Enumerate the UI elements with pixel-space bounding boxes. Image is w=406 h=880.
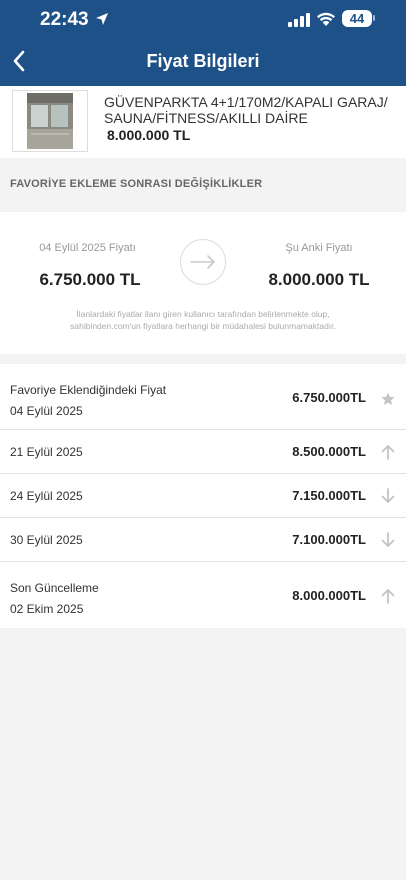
history-row-label: Son Güncelleme bbox=[10, 581, 99, 595]
disclaimer-line: sahibinden.com'un fiyatlara herhangi bir müdahalesi bulunmamaktadır. bbox=[70, 321, 336, 331]
wifi-icon bbox=[316, 11, 336, 27]
price-disclaimer bbox=[20, 308, 386, 332]
listing-title: GÜVENPARKTA 4+1/170M2/KAPALI GARAJ/ SAUNA/FİTNESS/AKILLI DAİRE bbox=[104, 94, 388, 126]
old-price-label: 04 Eylül 2025 Fiyatı bbox=[39, 242, 136, 254]
price-history-list bbox=[0, 364, 406, 628]
history-row-label: 21 Eylül 2025 bbox=[10, 445, 83, 459]
arrow-down-icon bbox=[380, 488, 396, 504]
price-comparison bbox=[0, 212, 406, 354]
battery-tip bbox=[373, 15, 375, 21]
history-row bbox=[0, 562, 406, 628]
history-row-label: 30 Eylül 2025 bbox=[10, 533, 83, 547]
cellular-signal-icon bbox=[288, 13, 310, 27]
history-row-price: 6.750.000TL bbox=[292, 390, 366, 405]
history-row-price: 8.500.000TL bbox=[292, 444, 366, 459]
room-photo-icon bbox=[27, 93, 73, 149]
history-row-label: 24 Eylül 2025 bbox=[10, 489, 83, 503]
arrow-up-icon bbox=[380, 444, 396, 460]
top-bar bbox=[0, 0, 406, 86]
history-row bbox=[0, 364, 406, 430]
current-price-value: 8.000.000 TL bbox=[268, 270, 370, 289]
current-price-label: Şu Anki Fiyatı bbox=[285, 242, 353, 254]
history-row-price: 7.100.000TL bbox=[292, 532, 366, 547]
history-row-date: 04 Eylül 2025 bbox=[10, 404, 83, 418]
battery-indicator: 44 bbox=[342, 10, 372, 27]
section-title: FAVORİYE EKLEME SONRASI DEĞİŞİKLİKLER bbox=[10, 178, 263, 190]
history-row-price: 7.150.000TL bbox=[292, 488, 366, 503]
history-row bbox=[0, 430, 406, 474]
listing-thumbnail bbox=[12, 90, 88, 152]
history-row-price: 8.000.000TL bbox=[292, 588, 366, 603]
nav-bar bbox=[0, 40, 406, 86]
star-icon bbox=[380, 391, 396, 407]
disclaimer-line: İlanlardaki fiyatlar ilanı giren kullanıcı tarafından belirlenmekte olup, bbox=[76, 309, 330, 319]
arrow-right-icon bbox=[180, 239, 226, 285]
arrow-down-icon bbox=[380, 532, 396, 548]
old-price-value: 6.750.000 TL bbox=[39, 270, 141, 289]
history-row bbox=[0, 474, 406, 518]
listing-summary[interactable] bbox=[0, 86, 406, 158]
listing-price: 8.000.000 TL bbox=[107, 127, 191, 143]
history-row-date: 02 Ekim 2025 bbox=[10, 602, 84, 616]
section-header bbox=[0, 158, 406, 212]
status-time: 22:43 bbox=[40, 9, 89, 30]
location-arrow-icon bbox=[95, 12, 109, 26]
history-row-label: Favoriye Eklendiğindeki Fiyat bbox=[10, 383, 167, 397]
history-row bbox=[0, 518, 406, 562]
status-bar bbox=[0, 0, 406, 40]
arrow-up-icon bbox=[380, 588, 396, 604]
page-title: Fiyat Bilgileri bbox=[146, 51, 260, 71]
divider-gap bbox=[0, 354, 406, 364]
